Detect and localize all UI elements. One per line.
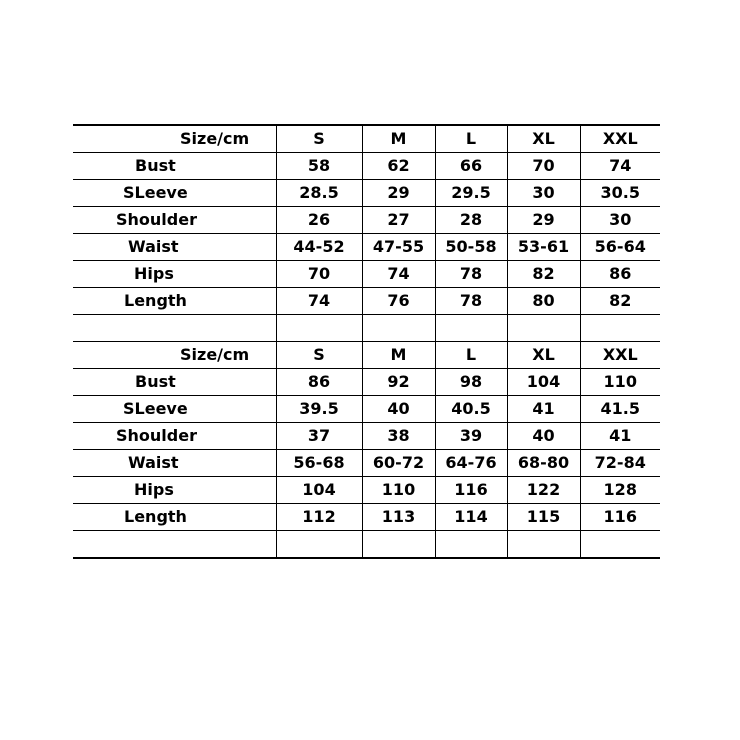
measurement-row-sleeve xyxy=(73,396,660,423)
measurement-row-length xyxy=(73,504,660,531)
row-label: Length xyxy=(124,507,187,526)
value-cell: 78 xyxy=(435,288,507,315)
value-cell: 82 xyxy=(507,261,580,288)
value-cell: 74 xyxy=(276,288,362,315)
value-cell: 30.5 xyxy=(580,180,660,207)
row-label-cell xyxy=(73,180,276,207)
value-cell: 30 xyxy=(580,207,660,234)
value-cell: 113 xyxy=(362,504,435,531)
measurement-row-sleeve xyxy=(73,180,660,207)
header-label: Size/cm xyxy=(180,129,250,148)
empty-cell xyxy=(435,315,507,342)
value-cell: 74 xyxy=(580,153,660,180)
header-size: M xyxy=(362,342,435,369)
value-cell: 104 xyxy=(507,369,580,396)
row-label: Bust xyxy=(135,156,176,175)
empty-row xyxy=(73,531,660,559)
row-label: Bust xyxy=(135,372,176,391)
value-cell: 74 xyxy=(362,261,435,288)
row-label-cell xyxy=(73,153,276,180)
row-label-cell xyxy=(73,261,276,288)
value-cell: 40.5 xyxy=(435,396,507,423)
header-label-cell xyxy=(73,125,276,153)
value-cell: 29.5 xyxy=(435,180,507,207)
empty-cell xyxy=(507,531,580,559)
value-cell: 114 xyxy=(435,504,507,531)
empty-row xyxy=(73,315,660,342)
size-chart-table xyxy=(73,124,660,559)
value-cell: 56-64 xyxy=(580,234,660,261)
value-cell: 38 xyxy=(362,423,435,450)
value-cell: 29 xyxy=(507,207,580,234)
value-cell: 30 xyxy=(507,180,580,207)
value-cell: 64-76 xyxy=(435,450,507,477)
measurement-row-hips xyxy=(73,261,660,288)
value-cell: 26 xyxy=(276,207,362,234)
size-header-row xyxy=(73,125,660,153)
header-size: XL xyxy=(507,125,580,153)
value-cell: 82 xyxy=(580,288,660,315)
value-cell: 110 xyxy=(580,369,660,396)
row-label-cell xyxy=(73,207,276,234)
empty-cell xyxy=(276,531,362,559)
measurement-row-waist xyxy=(73,234,660,261)
measurement-row-bust xyxy=(73,153,660,180)
value-cell: 78 xyxy=(435,261,507,288)
value-cell: 68-80 xyxy=(507,450,580,477)
header-size: M xyxy=(362,125,435,153)
row-label: SLeeve xyxy=(123,399,188,418)
row-label-cell xyxy=(73,369,276,396)
empty-cell xyxy=(73,531,276,559)
value-cell: 116 xyxy=(435,477,507,504)
header-size: S xyxy=(276,342,362,369)
row-label-cell xyxy=(73,288,276,315)
value-cell: 47-55 xyxy=(362,234,435,261)
value-cell: 80 xyxy=(507,288,580,315)
row-label-cell xyxy=(73,423,276,450)
empty-cell xyxy=(73,315,276,342)
measurement-row-shoulder xyxy=(73,423,660,450)
value-cell: 92 xyxy=(362,369,435,396)
row-label-cell xyxy=(73,396,276,423)
measurement-row-bust xyxy=(73,369,660,396)
value-cell: 41.5 xyxy=(580,396,660,423)
value-cell: 56-68 xyxy=(276,450,362,477)
measurement-row-waist xyxy=(73,450,660,477)
value-cell: 76 xyxy=(362,288,435,315)
row-label: Waist xyxy=(128,237,179,256)
measurement-row-length xyxy=(73,288,660,315)
header-label: Size/cm xyxy=(180,345,250,364)
header-size: XL xyxy=(507,342,580,369)
row-label: Waist xyxy=(128,453,179,472)
header-size: L xyxy=(435,342,507,369)
value-cell: 28 xyxy=(435,207,507,234)
empty-cell xyxy=(507,315,580,342)
empty-cell xyxy=(580,315,660,342)
value-cell: 29 xyxy=(362,180,435,207)
value-cell: 70 xyxy=(276,261,362,288)
value-cell: 116 xyxy=(580,504,660,531)
header-size: XXL xyxy=(580,342,660,369)
row-label-cell xyxy=(73,234,276,261)
header-size: S xyxy=(276,125,362,153)
value-cell: 122 xyxy=(507,477,580,504)
value-cell: 27 xyxy=(362,207,435,234)
value-cell: 112 xyxy=(276,504,362,531)
value-cell: 66 xyxy=(435,153,507,180)
row-label: Hips xyxy=(134,264,174,283)
value-cell: 60-72 xyxy=(362,450,435,477)
empty-cell xyxy=(580,531,660,559)
value-cell: 50-58 xyxy=(435,234,507,261)
row-label: SLeeve xyxy=(123,183,188,202)
value-cell: 28.5 xyxy=(276,180,362,207)
row-label-cell xyxy=(73,450,276,477)
size-header-row xyxy=(73,342,660,369)
value-cell: 110 xyxy=(362,477,435,504)
value-cell: 37 xyxy=(276,423,362,450)
value-cell: 41 xyxy=(580,423,660,450)
row-label: Shoulder xyxy=(116,210,197,229)
header-size: XXL xyxy=(580,125,660,153)
value-cell: 72-84 xyxy=(580,450,660,477)
empty-cell xyxy=(362,531,435,559)
value-cell: 98 xyxy=(435,369,507,396)
empty-cell xyxy=(276,315,362,342)
value-cell: 40 xyxy=(507,423,580,450)
value-cell: 70 xyxy=(507,153,580,180)
measurement-row-hips xyxy=(73,477,660,504)
value-cell: 86 xyxy=(276,369,362,396)
header-label-cell xyxy=(73,342,276,369)
value-cell: 86 xyxy=(580,261,660,288)
row-label: Hips xyxy=(134,480,174,499)
value-cell: 128 xyxy=(580,477,660,504)
measurement-row-shoulder xyxy=(73,207,660,234)
value-cell: 39.5 xyxy=(276,396,362,423)
value-cell: 53-61 xyxy=(507,234,580,261)
value-cell: 39 xyxy=(435,423,507,450)
value-cell: 62 xyxy=(362,153,435,180)
empty-cell xyxy=(362,315,435,342)
row-label-cell xyxy=(73,504,276,531)
row-label: Length xyxy=(124,291,187,310)
row-label-cell xyxy=(73,477,276,504)
empty-cell xyxy=(435,531,507,559)
value-cell: 58 xyxy=(276,153,362,180)
header-size: L xyxy=(435,125,507,153)
row-label: Shoulder xyxy=(116,426,197,445)
value-cell: 44-52 xyxy=(276,234,362,261)
value-cell: 104 xyxy=(276,477,362,504)
value-cell: 115 xyxy=(507,504,580,531)
value-cell: 41 xyxy=(507,396,580,423)
value-cell: 40 xyxy=(362,396,435,423)
